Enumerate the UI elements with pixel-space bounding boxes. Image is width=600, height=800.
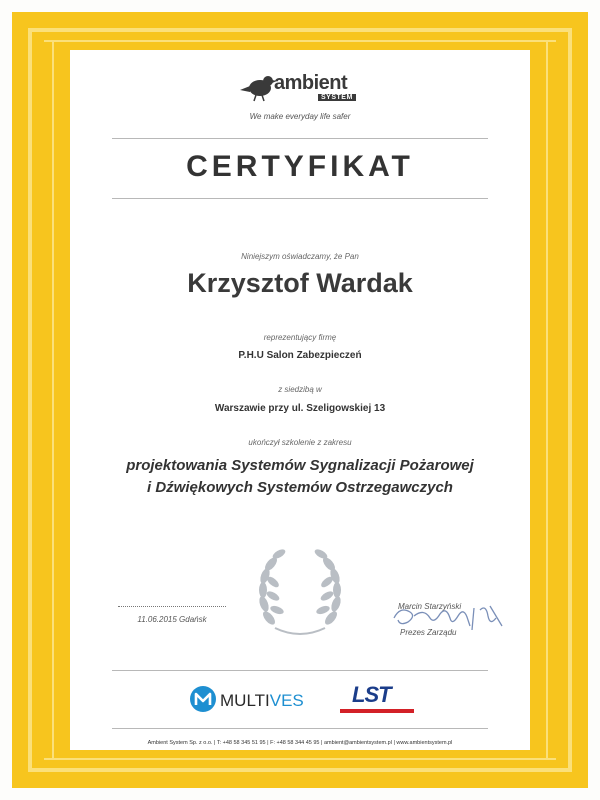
- frame-stripe-right: [568, 28, 572, 772]
- divider-partners-top: [112, 670, 488, 671]
- training-label: ukończył szkolenie z zakresu: [248, 438, 352, 447]
- lst-wordmark: LST: [352, 682, 391, 707]
- tagline: We make everyday life safer: [249, 112, 351, 121]
- logo-subtitle: SYSTEM: [318, 94, 356, 101]
- course-line-1: projektowania Systemów Sygnalizacji Pożarowej: [126, 457, 474, 474]
- certificate-title: CERTYFIKAT: [186, 150, 414, 183]
- lst-red-bar: [340, 709, 414, 713]
- divider-footer: [112, 728, 488, 729]
- multives-wordmark: MULTIVES: [220, 691, 304, 710]
- footer-contact: Ambient System Sp. z o.o. | T: +48 58 345 51 95 | F: +48 58 344 45 95 | ambient@ambientsystem.pl | www.ambientsystem.pl: [147, 740, 453, 746]
- frame-stripe-top-inner: [44, 40, 556, 42]
- course-line-2: i Dźwiękowych Systemów Ostrzegawczych: [147, 479, 453, 496]
- recipient-name: Krzysztof Wardak: [187, 268, 413, 298]
- signer-role: Prezes Zarządu: [400, 628, 457, 637]
- signer-name: Marcin Starzyński: [398, 602, 462, 611]
- frame-stripe-top: [28, 28, 572, 32]
- frame-stripe-left: [28, 28, 32, 772]
- lst-logo: [340, 682, 414, 712]
- multives-logo: [190, 686, 320, 716]
- bird-icon: [238, 72, 278, 102]
- intro-text: Niniejszym oświadczamy, że Pan: [241, 252, 359, 261]
- seat-address: Warszawie przy ul. Szeligowskiej 13: [214, 403, 386, 414]
- company-name: P.H.U Salon Zabezpieczeń: [238, 350, 362, 361]
- divider-under-title: [112, 198, 488, 199]
- date-place: 11.06.2015 Gdańsk: [137, 615, 207, 624]
- seat-label: z siedzibą w: [278, 385, 322, 394]
- frame-stripe-bottom: [28, 768, 572, 772]
- ambient-logo: [238, 72, 362, 108]
- company-label: reprezentujący firmę: [263, 333, 337, 342]
- frame-stripe-bottom-inner: [44, 758, 556, 760]
- frame-stripe-left-inner: [52, 40, 54, 760]
- multives-m-icon: [190, 686, 216, 712]
- laurel-wreath-icon: [255, 548, 345, 638]
- divider-top: [112, 138, 488, 139]
- date-line: [118, 606, 226, 607]
- logo-wordmark: ambient: [274, 72, 348, 94]
- frame-stripe-right-inner: [546, 40, 548, 760]
